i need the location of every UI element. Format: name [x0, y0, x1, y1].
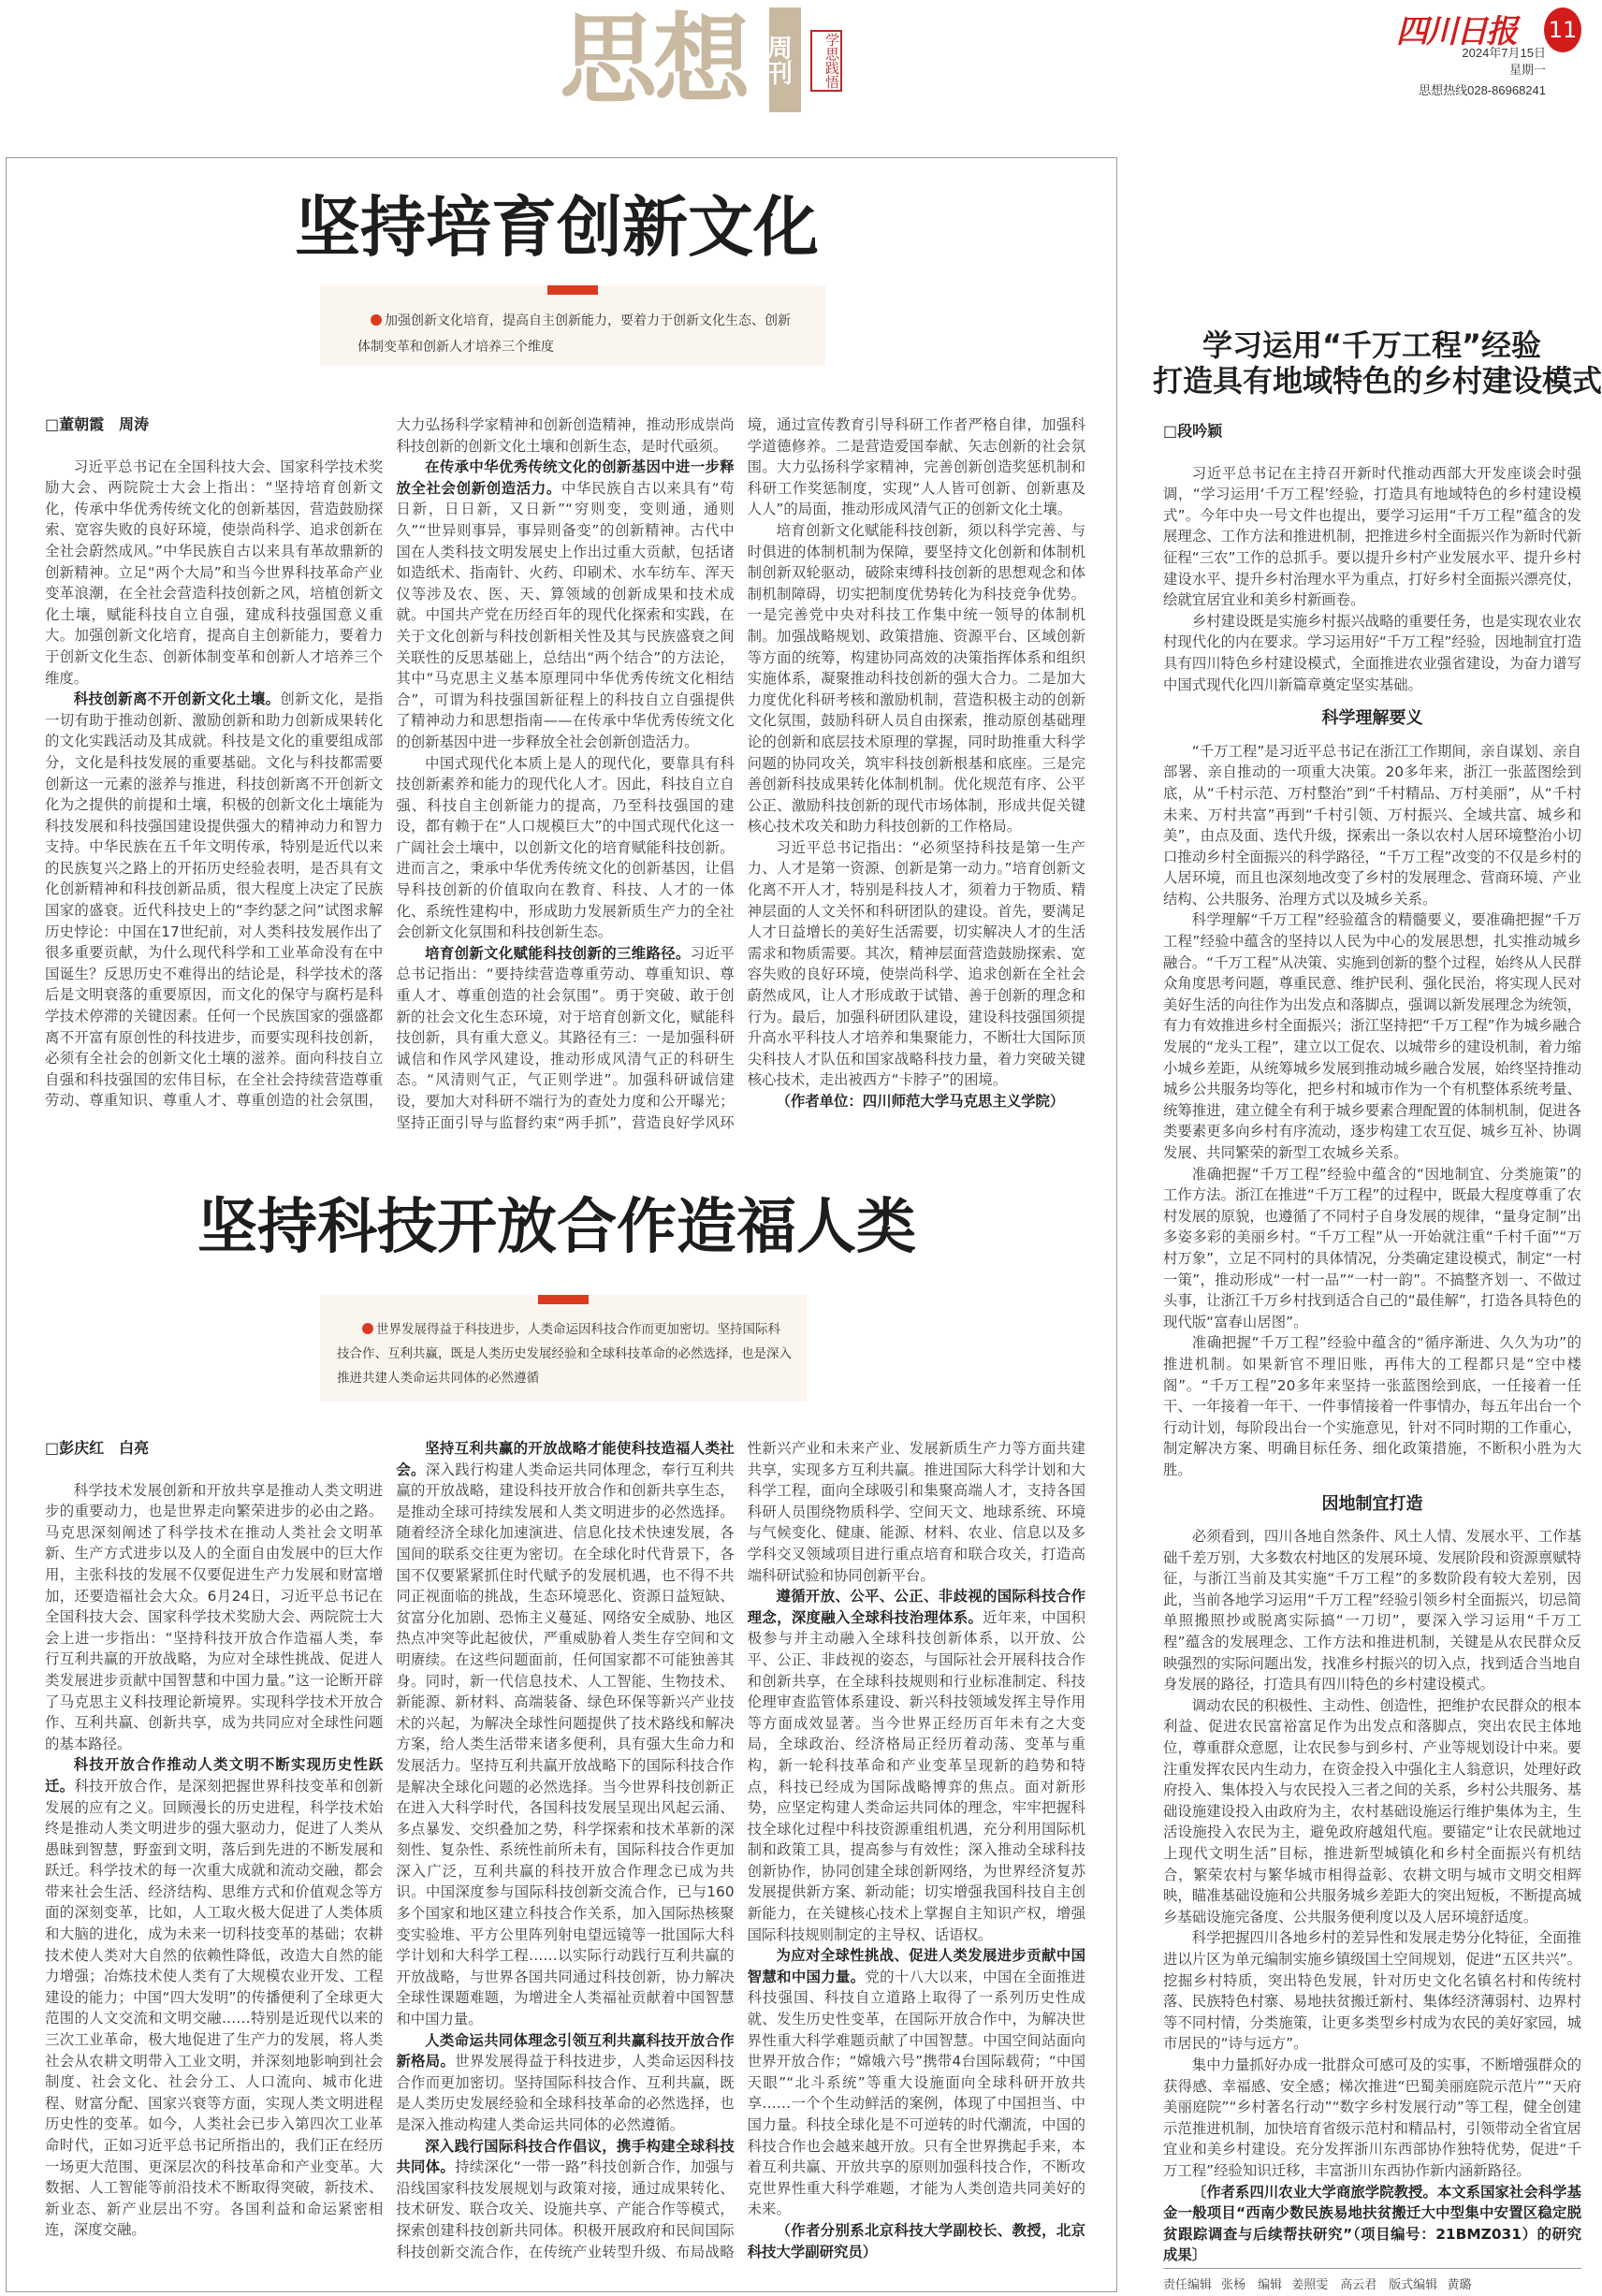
paragraph: [396, 753, 734, 943]
paragraph-text: 科学技术发展创新和开放共享是推动人类文明进步的重要动力，也是世界走向繁荣进步的必由之路。马克思深刻阐述了科学技术在推动人类社会文明革新、生产方式进步以及人的全面自由发展中的巨大作用，主张科技的发展不仅要促进生产力发展和财富增加，还要造福社会大众。6月24日，习近平总书记在全国科技大会、国家科学技术奖励大会、两院院士大会上进一步指出：“坚持科技开放合作造福人类，奉行互利共赢的开放战略，为应对全球性挑战、促进人类发展进步贡献中国智慧和中国力量。”这一论断开辟了马克思主义科技理论新境界。实现科学技术开放合作、互利共赢、创新共享，成为共同应对全球性问题的基本路径。: [45, 1481, 384, 1752]
article-1-title: 坚持培育创新文化: [295, 189, 819, 266]
side-title-line-2: 打造具有地域特色的乡村建设模式: [1153, 363, 1602, 399]
paragraph: 科学理解“千万工程”经验蕴含的精髓要义，要准确把握“千万工程”经验中蕴含的坚持以人民为中心的发展思想，扎实推动城乡融合。“千万工程”从决策、实施到创新的整个过程，始终从人民群众角度思考问题，尊重民意、维护民利、强化民治，将实现人民对美好生活的向往作为出发点和落脚点，强调以新发展理念为统领，有力有效推进乡村全面振兴；浙江坚持把“千万工程”作为城乡融合发展的“龙头工程”，建立以工促农、以城带乡的建设机制，着力缩小城乡差距，从统筹城乡发展到推动城乡融合发展，始终坚持推动城乡公共服务均等化，把乡村和城市作为一个有机整体系统考量、统筹推进，建立健全有利于城乡要素合理配置的体制机制，促进各类要素更多向乡村有序流动，逐步构建工农互促、城乡互补、协调发展、共同繁荣的新型工农城乡关系。: [1163, 911, 1581, 1161]
paragraph: [748, 837, 1085, 1091]
weekly-label: 周刊: [769, 7, 801, 112]
paragraph: 准确把握“千万工程”经验中蕴含的“循序渐进、久久为功”的推进机制。如果新官不理旧账，再伟大的工程都只是“空中楼阁”。“千万工程”20多年来坚持一张蓝图绘到底，一任接着一任干、一年接着一年干、一件事情接着一件事情办，每五年出台一个行动计划，每阶段出台一个实施意见，针对不同时期的工作重心，制定解决方案、明确目标任务、细化政策措施，不断积小胜为大胜。: [1163, 1334, 1581, 1478]
side-article-body: [1163, 421, 1581, 2264]
paragraph: 习近平总书记在主持召开新时代推动西部大开发座谈会时强调，“学习运用‘千万工程’经验，打造具有地域特色的乡村建设模式”。今年中央一号文件也提出，要学习运用“千万工程”蕴含的发展理念、工作方法和推进机制，把推进乡村全面振兴作为新时代新征程“三农”工作的总抓手。要以提升乡村产业发展水平、提升乡村建设水平、提升乡村治理水平为重点，打好乡村全面振兴漂亮仗，绘就宜居宜业和美乡村新画卷。: [1163, 464, 1581, 609]
paragraph: 必须看到，四川各地自然条件、风土人情、发展水平、工作基础千差万别，大多数农村地区的发展环境、发展阶段和资源禀赋特征，与浙江当前及其实施“千万工程”的多数阶段有较大差别，因此，当前各地学习运用“千万工程”经验引领乡村全面振兴，切忌简单照搬照抄或脱离实际搞“一刀切”，要深入学习运用“千万工程”蕴含的发展理念、工作方法和推进机制，关键是从农民群众反映强烈的实际问题出发，找准乡村振兴的切入点，找到适合当地自身发展的路径，打造具有四川特色的乡村建设模式。: [1163, 1528, 1581, 1693]
paragraph: [396, 1438, 734, 2030]
paragraph-text: 培育创新文化赋能科技创新，须以科学完善、与时俱进的体制机制为保障，要坚持文化创新和体制机制创新双轮驱动，破除束缚科技创新的思想观念和体制机制障碍，切实把制度优势转化为科技竞争优势。一是完善党中央对科技工作集中统一领导的体制机制。加强战略规划、政策措施、资源平台、区域创新等方面的统筹，构建协同高效的决策指挥体系和组织实施体系，凝聚推动科技创新的强大合力。二是加大力度优化科研考核和激励机制，营造积极主动的创新文化氛围，鼓励科研人员自由探索，推动原创基础理论的创新和底层技术原理的掌握，同时助推重大科学问题的协同攻关，筑牢科技创新根基和底座。三是完善创新科技成果转化体制机制。优化规范有序、公平公正、激励科技创新的现代市场体制，形成共促关键核心技术攻关和助力科技创新的工作格局。: [747, 521, 1085, 836]
paragraph: [748, 520, 1085, 837]
paragraph: 科学把握四川各地乡村的差异性和发展走势分化特征，全面推进以片区为单元编制实施乡镇级国土空间规划，促进“五区共兴”。挖掘乡村特质，突出特色发展，针对历史文化名镇名村和传统村落、民族特色村寨、易地扶贫搬迁新村、集体经济薄弱村、边界村等不同村情，分类施策，让更多类型乡村成为农民的美好家园，城市居民的“诗与远方”。: [1163, 1929, 1581, 2053]
author-byline: □彭庆红 白亮: [45, 1439, 150, 1457]
issue-weekday: 星期一: [1508, 63, 1546, 77]
hotline: 思想热线028-86968241: [1419, 83, 1546, 97]
paragraph-text: 中国式现代化本质上是人的现代化，要靠具有科技创新素养和能力的现代化人才。因此，科技自立自强、科技自主创新能力的提高，乃至科技强国的建设，都有赖于在“人口规模巨大”的中国式现代化这一广阔社会土壤中，以创新文化的培育赋能科技创新。进而言之，秉承中华优秀传统文化的创新基因，让倡导科技创新的价值取向在教育、科技、人才的一体化、系统性建构中，形成助力发展新质生产力的全社会创新文化氛围和科技创新生态。: [396, 754, 735, 941]
paragraph: “千万工程”是习近平总书记在浙江工作期间，亲自谋划、亲自部署、亲自推动的一项重大决策。20多年来，浙江一张蓝图绘到底，从“千村示范、万村整治”到“千村精品、万村美丽”，从“千村未来、万村共富”再到“千村引领、万村振兴、全域共富、城乡和美”，由点及面、迭代升级，探索出一条以农村人居环境整治小切口推动乡村全面振兴的科学路径，“千万工程”改变的不仅是乡村的人居环境，而且也深刻地改变了乡村的发展理念、营商环境、产业结构、公共服务、治理方式以及城乡关系。: [1163, 742, 1581, 908]
issue-date: 2024年7月15日: [1462, 46, 1546, 60]
paragraph-text: 习近平总书记指出：“必须坚持科技是第一生产力、人才是第一资源、创新是第一动力。”培育创新文化离不开人才，特别是科技人才，须着力于物质、精神层面的人文关怀和科研团队的建设。首先，要满足人才日益增长的美好生活需要，切实解决人才的生活需求和物质需要。其次，精神层面营造鼓励探索、宽容失败的良好环境，使崇尚科学、追求创新在全社会蔚然成风，让人才形成敢于试错、善于创新的理念和行为。最后，加强科研团队建设，建设科技强国须提升高水平科技人才培养和集聚能力，不断壮大国际顶尖科技人才队伍和国家战略科技力量，着力突破关键核心技术，走出被西方“卡脖子”的困境。: [747, 838, 1085, 1089]
accent-bar: [547, 285, 598, 295]
paragraph: 调动农民的积极性、主动性、创造性，把维护农民群众的根本利益、促进农民富裕富足作为出发点和落脚点，突出农民主体地位，尊重群众意愿，让农民参与到乡村、产业等规划设计中来。要注重发挥农民内生动力，在资金投入中强化主人翁意识，处理好政府投入、集体投入与农民投入三者之间的关系，乡村公共服务、基础设施建设投入由政府为主，农村基础设施运行维护集体为主，生活设施投入农民为主，避免政府越俎代庖。要锚定“让农民就地过上现代文明生活”目标，推进新型城镇化和乡村全面振兴有机结合，繁荣农村与繁华城市相得益彰、农耕文明与城市文明交相辉映，瞄准基础设施和公共服务城乡差距大的突出短板，不断提高城乡基础设施完备度、公共服务便利度以及人居环境舒适度。: [1163, 1696, 1581, 1925]
accent-bar: [538, 1295, 589, 1304]
paragraph-text: 持续深化“一带一路”科技创新合作，加强与沿线国家科技发展规划与政策对接，通过成果转化、技术研发、联合攻关、设施共享、产能合作等模式，探索创建科技创新共同体。积极开展政府和民间国际科技创新交流合作，在传统产业转型升级、布局战略性新兴产业和未来产业、发展新质生产力等方面共建共享，实现多方互利共赢。推进国际大科学计划和大科学工程，面向全球吸引和集聚高端人才，支持各国科研人员围绕物质科学、空间天文、地球系统、环境与气候变化、健康、能源、材料、农业、信息以及多学科交叉领域项目进行重点培育和联合攻关，打造高端科研试验和协同创新平台。: [396, 1440, 1085, 2260]
paragraph: 准确把握“千万工程”经验中蕴含的“因地制宜、分类施策”的工作方法。浙江在推进“千万工程”的过程中，既最大程度尊重了农村发展的原貌，也遵循了不同村子自身发展的规律，“量身定制”出多姿多彩的美丽乡村。“千万工程”从一开始就注重“千村千面”“万村万象”，立足不同村的具体情况，分类确定建设模式，制定“一村一策”，推动形成“一村一品”“一村一韵”。不搞整齐划一、不做过头事，让浙江千万乡村找到适合自己的“最佳解”，打造各具特色的现代版“富春山居图”。: [1163, 1165, 1581, 1330]
paragraph: [748, 1945, 1085, 2220]
author-byline: □段吟颖: [1163, 422, 1223, 440]
paragraph-heading: 培育创新文化赋能科技创新的三维路径。: [425, 944, 691, 962]
paragraph: [45, 457, 383, 690]
author-byline: □董朝霞 周涛: [45, 415, 150, 433]
paragraph-heading: 为应对全球性挑战、促进人类发展进步贡献中国智慧和中国力量。: [747, 1947, 1085, 1985]
paragraph-heading: 科技开放合作推动人类文明不断实现历史性跃迁。: [45, 1756, 384, 1795]
section-subheading: 因地制宜打造: [1321, 1493, 1423, 1514]
paragraph: [748, 1586, 1085, 1945]
paragraph-text: 习近平总书记指出：“要持续营造尊重劳动、尊重知识、尊重人才、尊重创造的社会氛围”。勇于突破、敢于创新的社会文化生态环境，对于培育创新文化，赋能科技创新，具有重大意义。其路径有三：一是加强科研诚信和作风学风建设，推动形成风清气正的科研生态。“风清则气正，气正则学进”。加强科研诚信建设，要加大对科研不端行为的查处力度和公开曝光；坚持正面引导与监督约束“两手抓”，营造良好学风环境，通过宣传教育引导科研工作者严格自律，加强科学道德修养。二是营造爱国奉献、矢志创新的社会氛围。大力弘扬科学家精神，完善创新创造奖惩机制和科研工作奖惩制度，实现“人人皆可创新、创新惠及人人”的局面，推动形成风清气正的创新文化土壤。: [396, 416, 1085, 1131]
paragraph-text: 习近平总书记在全国科技大会、国家科学技术奖励大会、两院院士大会上指出：“坚持培育创新文化，传承中华优秀传统文化的创新基因，营造鼓励探索、宽容失败的良好环境，使崇尚科学、追求创新在全社会蔚然成风。”中华民族自古以来具有革故鼎新的创新精神。立足“两个大局”和当今世界科技革命产业变革浪潮，在全社会营造科技创新之风，培植创新文化土壤，赋能科技自立自强，建成科技强国意义重大。加强创新文化培育，提高自主创新能力，要着力于创新文化生态、创新体制变革和创新人才培养三个维度。: [45, 458, 384, 687]
paragraph-heading: 科技创新离不开创新文化土壤。: [73, 690, 281, 708]
paragraph: [45, 1754, 383, 2241]
editor-credits: 责任编辑 张杨 编辑 姜照雯 高云君 版式编辑 黄璐: [1163, 2268, 1581, 2292]
author-affiliation: 〔作者系四川农业大学商旅学院教授。本文系国家社会科学基金一般项目“西南少数民族易地扶贫搬迁大中型集中安置区稳定脱贫跟踪调查与后续帮扶研究”（项目编号：21BMZ031）的研究成果〕: [1163, 2183, 1581, 2264]
bullet-dot-icon: [371, 314, 382, 326]
paragraph-text: 党的十八大以来，中国在全面推进科技强国、科技自立道路上取得了一系列历史性成就、发生历史性变革，在国际开放合作中，为解决世界性重大科学难题贡献了中国智慧。中国空间站面向世界开放合作；“嫦娥六号”携带4台国际载荷；“中国天眼”“北斗系统”等重大设施面向全球科研开放共享……一个个生动鲜活的案例，体现了中国担当、中国力量。科技全球化是不可逆转的时代潮流，中国的科技合作也会越来越开放。只有全世界携起手来，本着互利共赢、开放共享的原则加强科技合作，不断攻克世界性重大科学难题，才能为人类创造共同美好的未来。: [747, 1968, 1085, 2218]
newspaper-logo: 四川日报: [1396, 13, 1516, 51]
author-affiliation: （作者单位：四川师范大学马克思主义学院）: [776, 1093, 1065, 1110]
article-1-lead: 加强创新文化培育，提高自主创新能力，要着力于创新文化生态、创新体制变革和创新人才培养三个维度: [357, 313, 791, 355]
paragraph-text: 近年来，中国积极参与并主动融入全球科技创新体系，以开放、公平、公正、非歧视的姿态，与国际社会开展科技合作和创新共享，在全球科技规则和行业标准制定、科技伦理审查监管体系建设、新兴科技领域发挥主导作用等方面成效显著。当今世界正经历百年未有之大变局，全球政治、经济格局正经历着动荡、变革与重构，新一轮科技革命和产业变革呈现新的趋势和特点，科技已经成为国际战略博弈的焦点。面对新形势，应坚定构建人类命运共同体的理念，牢牢把握科技全球化过程中科技资源重组机遇，充分利用国际机制和政策工具，提高参与有效性；深入推动全球科技创新协作，协同创建全球创新网络，为世界经济复苏发展提供新方案、新动能；切实增强我国科技自主创新能力，在关键核心技术上掌握自主知识产权，增强国际科技规则制定的主导权、话语权。: [747, 1608, 1085, 1943]
article-2-body: [45, 1438, 1085, 2280]
paragraph-text: 创新文化，是指一切有助于推动创新、激励创新和助力创新成果转化的文化实践活动及其成就。科技是文化的重要组成部分，文化是科技发展的重要基础。文化与科技都需要创新这一元素的滋养与推进，科技创新离不开创新文化为之提供的前提和土壤，积极的创新文化土壤能为科技发展和科技强国建设提供强大的精神动力和智力支持。中华民族在五千年文明传承，特别是近代以来的民族复兴之路上的开拓历史经验表明，是否具有文化创新精神和科技创新品质，很大程度上决定了民族国家的盛衰。近代科技史上的“李约瑟之问”试图求解历史悖论：中国在17世纪前，对人类科技发展作出了很多重要贡献，为什么现代科学和工业革命没有在中国诞生？反思历史不难得出的结论是，科学技术的落后是文明衰落的重要原因，而文化的保守与腐朽是科学技术停滞的关键因素。任何一个民族国家的强盛都离不开富有原创性的科技进步，而要实现科技创新，必须有全社会的创新文化土壤的滋养。面向科技自立自强和科技强国的宏伟目标，在全社会持续营造尊重劳动、尊重知识、尊重人才、尊重创造的社会氛围，大力弘扬科学家精神和创新创造精神，推动形成崇尚科技创新的创新文化土壤和创新生态，是时代亟须。: [45, 416, 735, 1110]
paragraph: [396, 457, 734, 752]
seal-stamp: 学思践悟: [810, 30, 842, 92]
section-subheading: 科学理解要义: [1321, 708, 1423, 729]
bullet-dot-icon: [362, 1323, 373, 1334]
article-1-lead-box: [320, 285, 825, 366]
section-masthead-title: 思想: [560, 2, 748, 117]
paragraph-text: 科技开放合作，是深刻把握世界科技变革和创新发展的应有之义。回顾漫长的历史进程，科学技术始终是推动人类文明进步的强大驱动力，促进了人类从愚昧到智慧，野蛮到文明，落后到先进的不断发展和跃迁。科学技术的每一次重大成就和流动交融，都会带来社会生活、经济结构、思维方式和价值观念等方面的深刻变革，比如，人工取火极大促进了人类体质和大脑的进化，成为未来一切科技变革的基础；农耕技术使人类对大自然的依赖性降低，改造大自然的能力增强；冶炼技术使人类有了大规模农业开发、工程建设的能力；中国“四大发明”的传播便利了全球更大范围的人文交流和文明交融……特别是近现代以来的三次工业革命，极大地促进了生产力的发展，将人类社会从农耕文明带入工业文明，并深刻地影响到社会制度、社会文化、社会分工、人口流向、城市化进程、财富分配、国家兴衰等方面，实现人类文明进程历史性的变革。如今，人类社会已步入第四次工业革命时代，正如习近平总书记所指出的，我们正在经历一场更大范围、更深层次的科技革命和产业变革。大数据、人工智能等前沿技术不断取得突破，新技术、新业态、新产业层出不穷。各国利益和命运紧密相连，深度交融。: [45, 1777, 384, 2239]
paragraph: 集中力量抓好办成一批群众可感可及的实事，不断增强群众的获得感、幸福感、安全感；梯次推进“巴蜀美丽庭院示范片”“天府美丽庭院”“乡村著名行动”“数字乡村发展行动”等工程，健全创建示范推进机制，加快培育省级示范村和精品村，引领带动全省宜居宜业和美乡村建设。充分发挥浙川东西部协作独特优势，促进“千万工程”经验知识迁移，丰富浙川东西协作新内涵新路径。: [1163, 2056, 1581, 2179]
paragraph: 乡村建设既是实施乡村振兴战略的重要任务，也是实现农业农村现代化的内在要求。学习运用好“千万工程”经验，因地制宜打造具有四川特色乡村建设模式，全面推进农业强省建设，为奋力谱写中国式现代化四川新篇章奠定坚实基础。: [1163, 612, 1581, 693]
article-2-lead: 世界发展得益于科技进步，人类命运因科技合作而更加密切。坚持国际科技合作、互利共赢，既是人类历史发展经验和全球科技革命的必然选择，也是深入推进共建人类命运共同体的必然遵循: [337, 1322, 792, 1386]
paragraph-text: 世界发展得益于科技进步，人类命运因科技合作而更加密切。坚持国际科技合作、互利共赢，既是人类历史发展经验和全球科技革命的必然选择，也是深入推动构建人类命运共同体的必然遵循。: [396, 2053, 735, 2133]
paragraph-text: 深入践行构建人类命运共同体理念，奉行互利共赢的开放战略，建设科技开放合作和创新共享生态，是推动全球可持续发展和人类文明进步的必然选择。随着经济全球化加速演进、信息化技术快速发展，各国间的联系交往更为密切。在全球化时代背景下，各国不仅要紧紧抓住时代赋予的发展机遇，也不得不共同正视面临的挑战，生态环境恶化、资源日益短缺、贫富分化加剧、恐怖主义蔓延、网络安全威胁、地区热点冲突等此起彼伏，严重威胁着人类生存空间和文明赓续。在这些问题面前，任何国家都不可能独善其身。同时，新一代信息技术、人工智能、生物技术、新能源、新材料、高端装备、绿色环保等新兴产业技术的兴起，为解决全球性问题提供了技术路线和解决方案，给人类生活带来诸多便利，具有强大生命力和发展活力。坚持互利共赢开放战略下的国际科技合作是解决全球化问题的必然选择。当今世界科技创新正在进入大科学时代，各国科技发展呈现出风起云涌、多点暴发、交织叠加之势，科学探索和技术革新的深刻性、复杂性、系统性前所未有，国际科技合作更加深入广泛，互利共赢的科技开放合作理念已成为共识。中国深度参与国际科技创新交流合作，已与160多个国家和地区建立科技合作关系，加入国际热核聚变实验堆、平方公里阵列射电望远镜等一批国际大科学计划和大科学工程……以实际行动践行互利共赢的开放战略，与世界各国共同通过科技创新，协力解决全球性课题难题，为增进全人类福祉贡献着中国智慧和中国力量。: [396, 1460, 735, 2028]
paragraph: [396, 2030, 734, 2136]
page-number-badge: 11: [1544, 7, 1581, 52]
side-article-title: [1153, 327, 1602, 399]
paragraph-text: 中华民族自古以来具有“苟日新，日日新，又日新”“穷则变，变则通，通则久”“世异则事异，事异则备变”的创新精神。古代中国在人类科技文明发展史上作出过重大贡献，包括诸如造纸术、指南针、火药、印刷术、水车纺车、浑天仪等涉及农、医、天、算领域的创新成果和技术成就。中国共产党在历经百年的现代化探索和实践，在关于文化创新与科技创新相关性及其与民族盛衰之间关联性的反思基础上，总结出“两个结合”的方法论，其中“马克思主义基本原理同中华优秀传统文化相结合”，可谓为科技强国新征程上的科技自立自强提供了精神动力和思想指南——在传承中华优秀传统文化的创新基因中进一步释放全社会创新创造活力。: [396, 479, 735, 750]
paragraph-heading: 坚持互利共赢的开放战略才能使科技造福人类社会。: [396, 1440, 735, 1478]
paragraph: [45, 1480, 383, 1755]
paragraph-heading: 深入践行国际科技合作倡议，携手构建全球科技共同体。: [396, 2137, 735, 2176]
paragraph-heading: 人类命运共同体理念引领互利共赢科技开放合作新格局。: [396, 2031, 735, 2071]
article-1-body: [45, 414, 1085, 1135]
author-affiliation: （作者分别系北京科技大学副校长、教授，北京科技大学副研究员）: [747, 2221, 1085, 2260]
paragraph-heading: 在传承中华优秀传统文化的创新基因中进一步释放全社会创新创造活力。: [396, 458, 735, 497]
article-2-title: 坚持科技开放合作造福人类: [197, 1193, 916, 1262]
article-2-lead-box: [320, 1295, 807, 1402]
side-title-line-1: 学习运用“千万工程”经验: [1202, 327, 1542, 363]
paragraph-heading: 遵循开放、公平、公正、非歧视的国际科技合作理念，深度融入全球科技治理体系。: [747, 1588, 1085, 1626]
